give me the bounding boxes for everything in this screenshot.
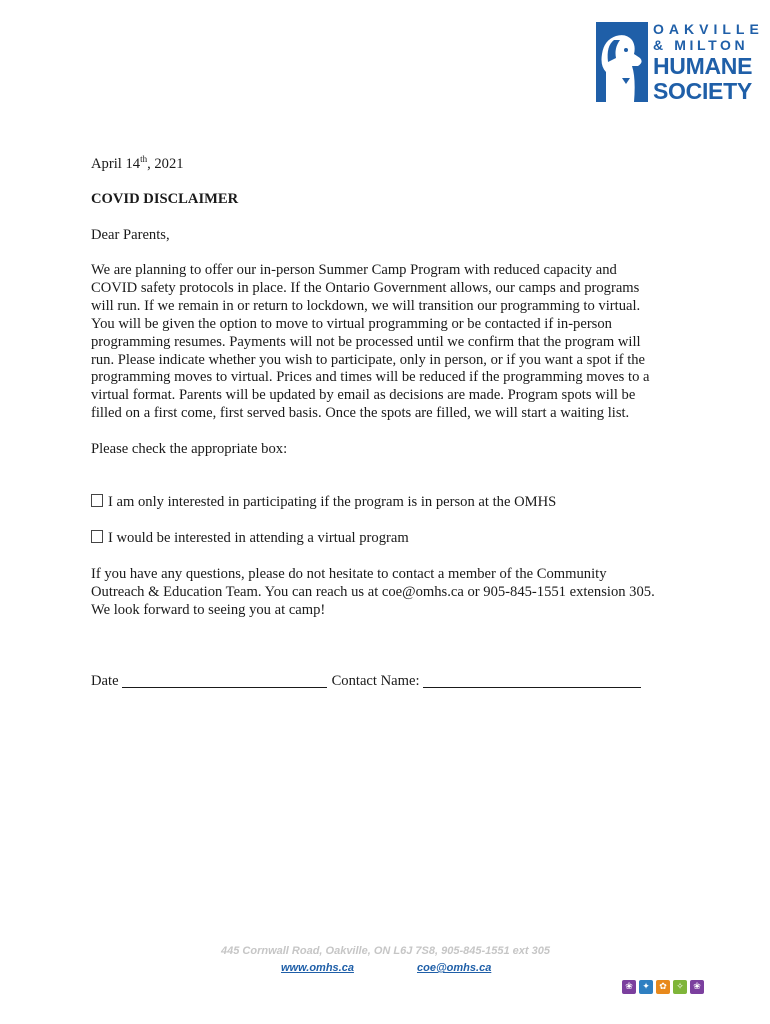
logo-line-2: & MILTON (653, 37, 749, 53)
lizard-icon: ✧ (673, 980, 687, 994)
paragraph-line: programming moves to virtual. Prices and times will be reduced if the programming moves to a (91, 369, 650, 386)
dog-silhouette-icon (596, 22, 648, 102)
contact-paragraph (91, 566, 691, 620)
logo-line-1: OAKVILLE (653, 21, 764, 37)
virtual-checkbox[interactable] (91, 530, 103, 543)
date-field[interactable] (122, 674, 327, 688)
contact-line: If you have any questions, please do not hesitate to contact a member of the Community (91, 566, 607, 582)
paragraph-line: You will be given the option to move to virtual programming or be contacted if in-person (91, 315, 612, 332)
contact-name-field[interactable] (423, 674, 641, 688)
paragraph-line: virtual format. Parents will be updated by email as decisions are made. Program spots will be (91, 387, 636, 404)
footer-address: 445 Cornwall Road, Oakville, ON L6J 7S8, 905-845-1551 ext 305 (221, 945, 550, 957)
date-label: Date (91, 673, 119, 689)
paw-icon: ❀ (622, 980, 636, 994)
body-paragraph (91, 262, 691, 423)
paragraph-line: filled on a first come, first served basis. Once the spots are filled, we will start a waiting list. (91, 405, 630, 422)
footer-icons (622, 980, 704, 994)
omhs-logo (596, 20, 764, 104)
logo-line-4: SOCIETY (653, 78, 752, 104)
logo-line-3: HUMANE (653, 53, 753, 79)
contact-name-label: Contact Name: (331, 673, 420, 689)
date-superscript: th (140, 154, 148, 164)
paw-print-icon: ❀ (690, 980, 704, 994)
paragraph-line: COVID safety protocols in place. If the Ontario Government allows, our camps and programs (91, 279, 640, 296)
paragraph-line: programming resumes. Payments will not be processed until we confirm that the program will (91, 333, 641, 350)
letter-title: COVID DISCLAIMER (91, 191, 239, 207)
date-suffix: , 2021 (147, 156, 184, 172)
in-person-checkbox[interactable] (91, 494, 103, 507)
option-virtual (91, 530, 409, 548)
cat-icon: ✿ (656, 980, 670, 994)
bird-icon: ✦ (639, 980, 653, 994)
option-in-person-label: I am only interested in participating if the program is in person at the OMHS (108, 494, 557, 510)
greeting: Dear Parents, (91, 227, 170, 243)
contact-line: We look forward to seeing you at camp! (91, 601, 326, 618)
paragraph-line: run. Please indicate whether you wish to participate, only in person, or if you want a spot if the (91, 351, 646, 368)
date-prefix: April 14 (91, 156, 141, 172)
option-virtual-label: I would be interested in attending a virtual program (108, 530, 409, 546)
option-in-person (91, 494, 556, 512)
letter-date (91, 156, 184, 174)
website-link[interactable]: www.omhs.ca (281, 962, 354, 974)
email-link[interactable]: coe@omhs.ca (417, 962, 492, 974)
paragraph-line: We are planning to offer our in-person Summer Camp Program with reduced capacity and (91, 262, 617, 278)
paragraph-line: will run. If we remain in or return to lockdown, we will transition our programming to virtual. (91, 297, 641, 314)
contact-line: Outreach & Education Team. You can reach us at coe@omhs.ca or 905-845-1551 extension 305. (91, 583, 655, 600)
signature-row (91, 673, 641, 691)
instruction: Please check the appropriate box: (91, 441, 288, 457)
